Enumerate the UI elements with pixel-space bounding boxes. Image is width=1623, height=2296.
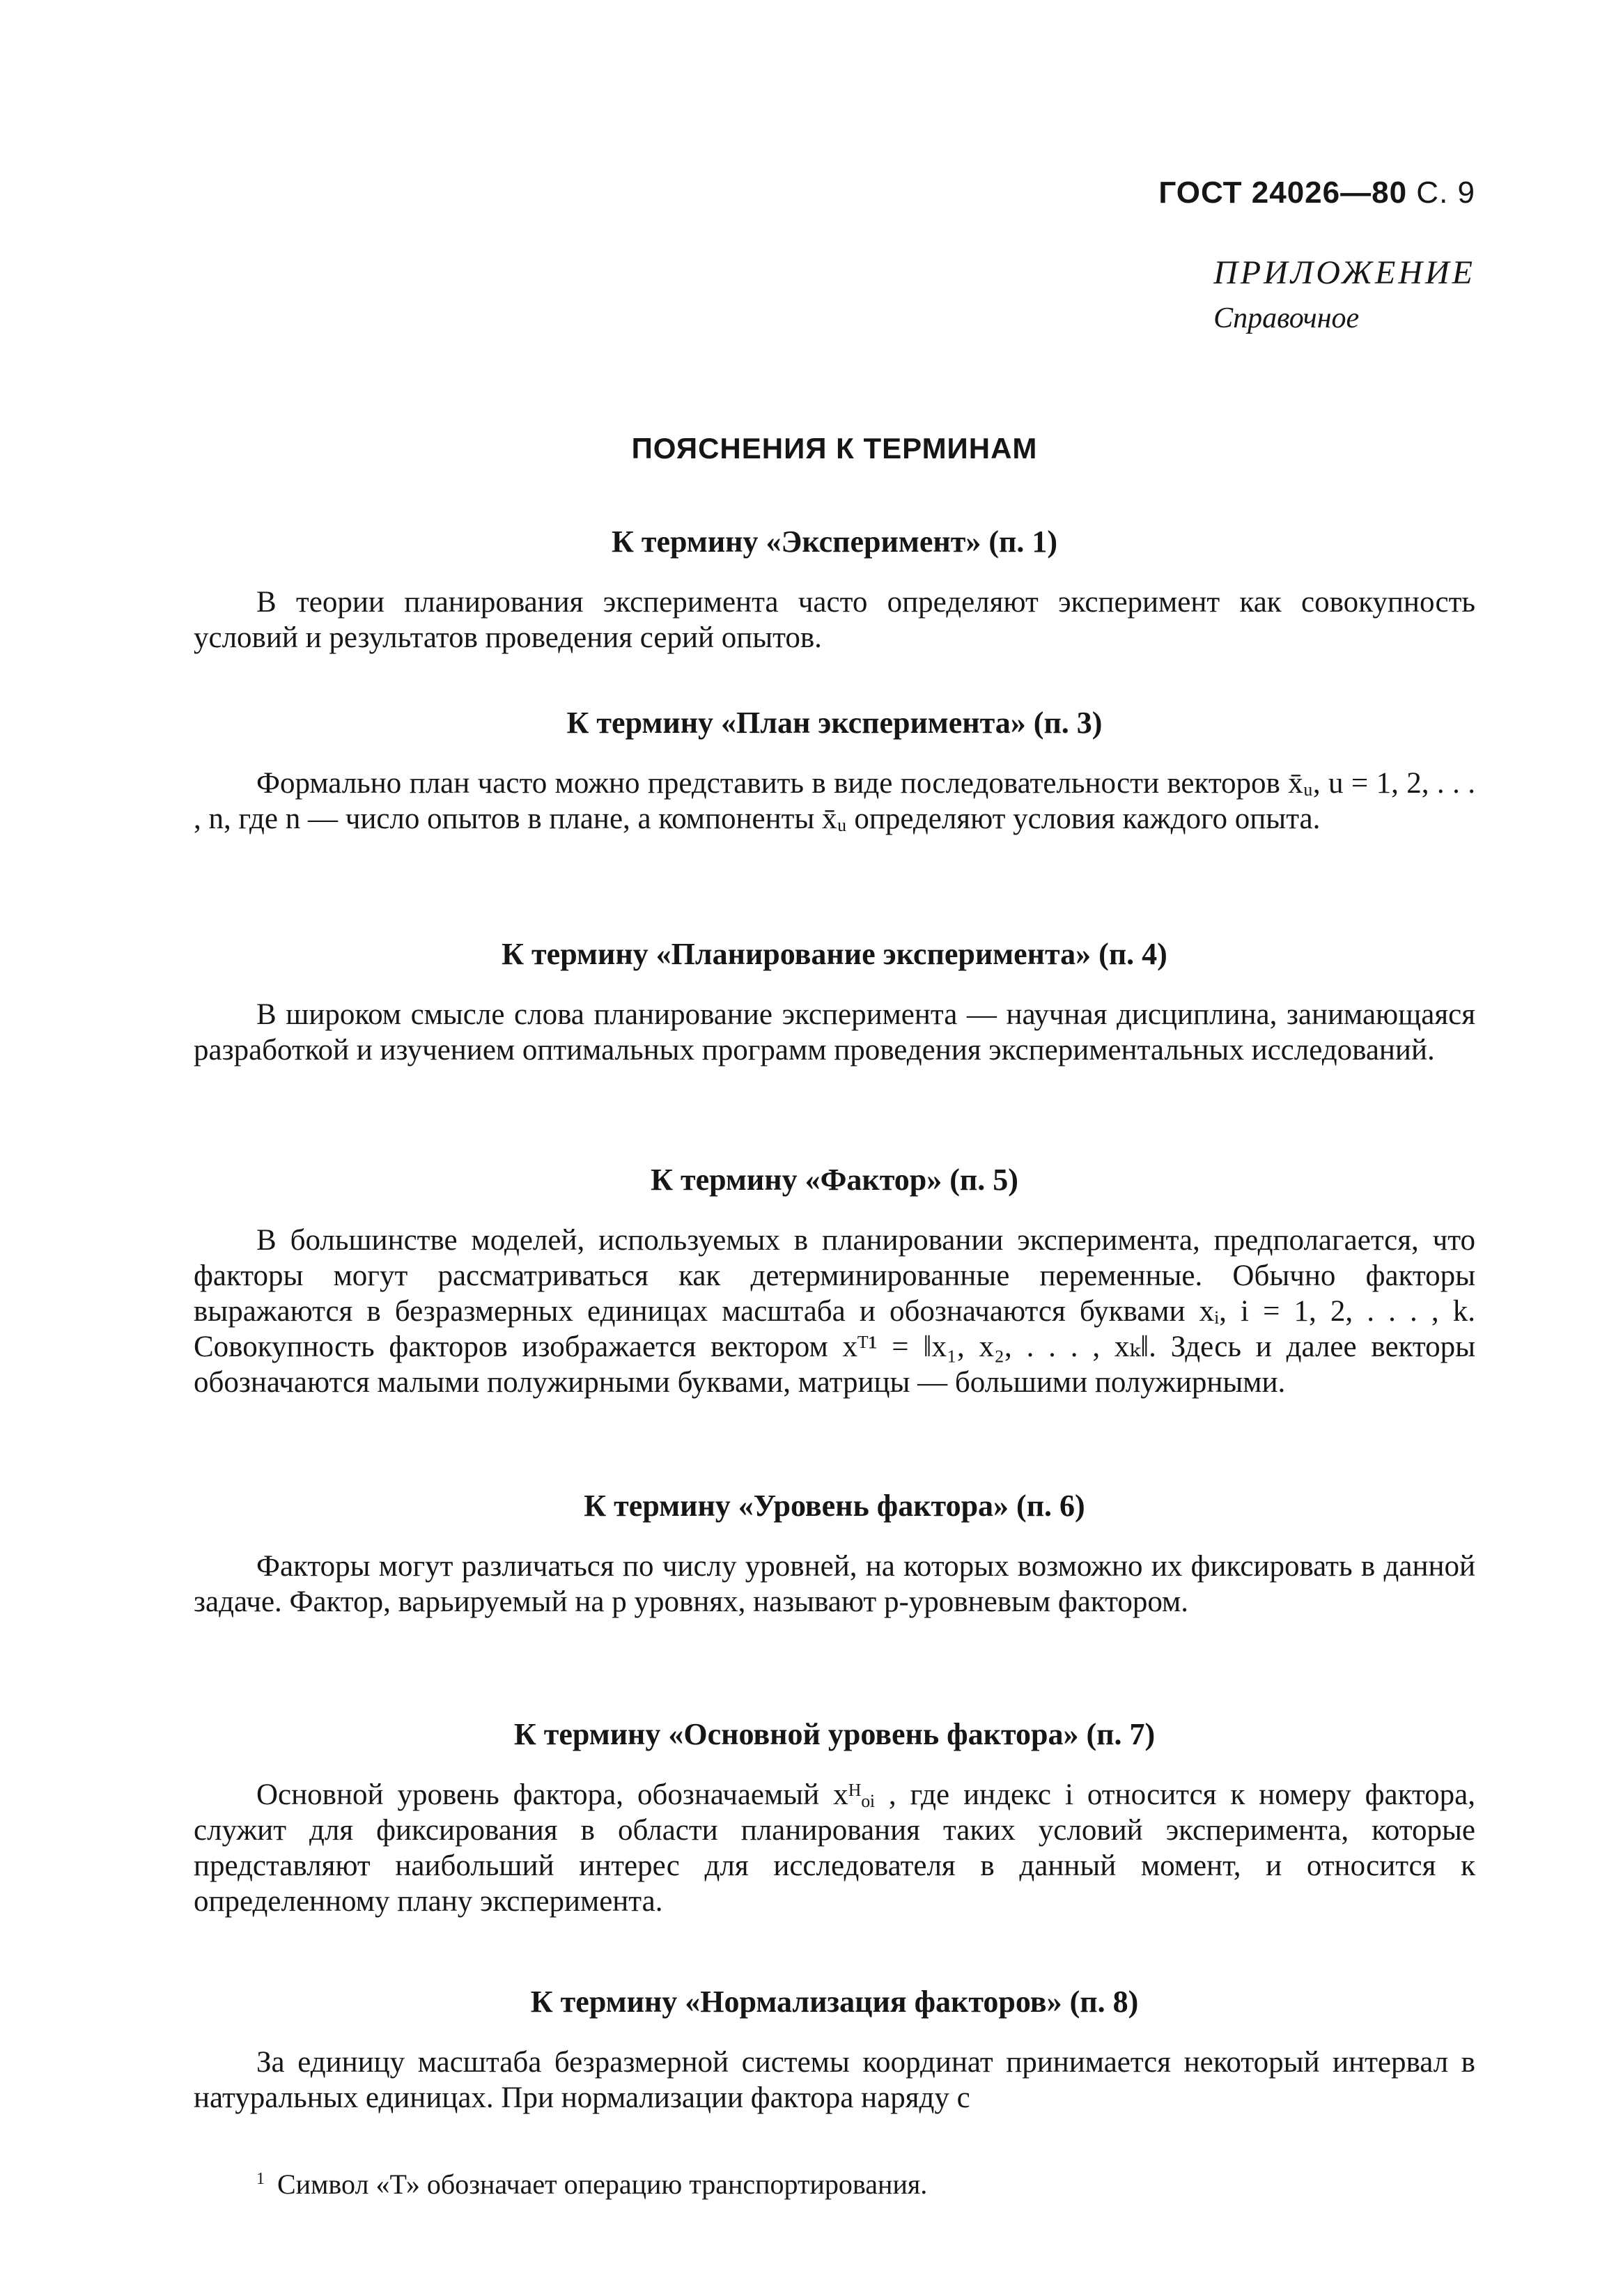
section-text: Формально план часто можно представить в виде последовательности векторов x̄ᵤ, u = 1, 2, . . . , n, где n — число опытов в плане, а компоненты x̄ᵤ определяют условия каждого опыта. xyxy=(194,767,1475,835)
appendix-label xyxy=(1213,254,1475,335)
section-title: К термину «Основной уровень фактора» (п. 7) xyxy=(513,1717,1156,1751)
section-text: В широком смысле слова планирование эксперимента — научная дисциплина, занимающаяся разработкой и изучением оптимальных программ проведения экспериментальных исследований. xyxy=(194,998,1475,1066)
footnote-text: Символ «Т» обозначает операцию транспортирования. xyxy=(277,2169,928,2200)
section-title: К термину «Нормализация факторов» (п. 8) xyxy=(530,1985,1139,2019)
section-planning xyxy=(194,936,1475,1068)
appendix-title: ПРИЛОЖЕНИЕ xyxy=(1213,254,1475,291)
standard-number: ГОСТ 24026—80 xyxy=(1158,176,1408,210)
section-text: В теории планирования эксперимента часто определяют эксперимент как совокупность условий и результатов проведения серий опытов. xyxy=(194,586,1475,654)
running-header xyxy=(1158,176,1475,210)
page-number: С. 9 xyxy=(1416,176,1475,210)
footnote xyxy=(256,2168,927,2201)
section-text: Основной уровень фактора, обозначаемый xᴴₒᵢ , где индекс i относится к номеру фактора, служит для фиксирования в области планирования таких условий эксперимента, которые представляют наибольший интерес для исследователя в данный момент, и относится к определенному плану эксперимента. xyxy=(194,1778,1475,1918)
section-factor xyxy=(194,1162,1475,1400)
section-plan xyxy=(194,705,1475,837)
section-factor-level xyxy=(194,1488,1475,1620)
appendix-kind: Справочное xyxy=(1213,302,1360,334)
section-experiment xyxy=(194,524,1475,656)
section-title: К термину «План эксперимента» (п. 3) xyxy=(566,706,1103,740)
section-title: К термину «Фактор» (п. 5) xyxy=(651,1163,1018,1197)
section-title: К термину «Эксперимент» (п. 1) xyxy=(612,525,1057,559)
footnote-mark: 1 xyxy=(256,2169,265,2188)
page-title: ПОЯСНЕНИЯ К ТЕРМИНАМ xyxy=(631,432,1038,465)
section-text: Факторы могут различаться по числу уровней, на которых возможно их фиксировать в данной задаче. Фактор, варьируемый на p уровнях, называют p-уровневым фактором. xyxy=(194,1550,1475,1618)
section-normalization xyxy=(194,1984,1475,2116)
section-text: В большинстве моделей, используемых в планировании эксперимента, предполагается, что факторы могут рассматриваться как детерминированные переменные. Обычно факторы выражаются в безразмерных единицах масштаба и обозначаются буквами xᵢ, i = 1, 2, . . . , k. Совокупность факторов изображается вектором xᵀ¹ = ‖x₁, x₂, . . . , xₖ‖. Здесь и далее векторы обозначаются малыми полужирными буквами, матрицы — большими полужирными. xyxy=(194,1224,1475,1399)
section-text: За единицу масштаба безразмерной системы координат принимается некоторый интервал в натуральных единицах. При нормализации фактора наряду с xyxy=(194,2046,1475,2114)
section-title: К термину «Планирование эксперимента» (п. 4) xyxy=(502,937,1167,971)
section-base-level xyxy=(194,1716,1475,1919)
section-title: К термину «Уровень фактора» (п. 6) xyxy=(584,1489,1085,1523)
